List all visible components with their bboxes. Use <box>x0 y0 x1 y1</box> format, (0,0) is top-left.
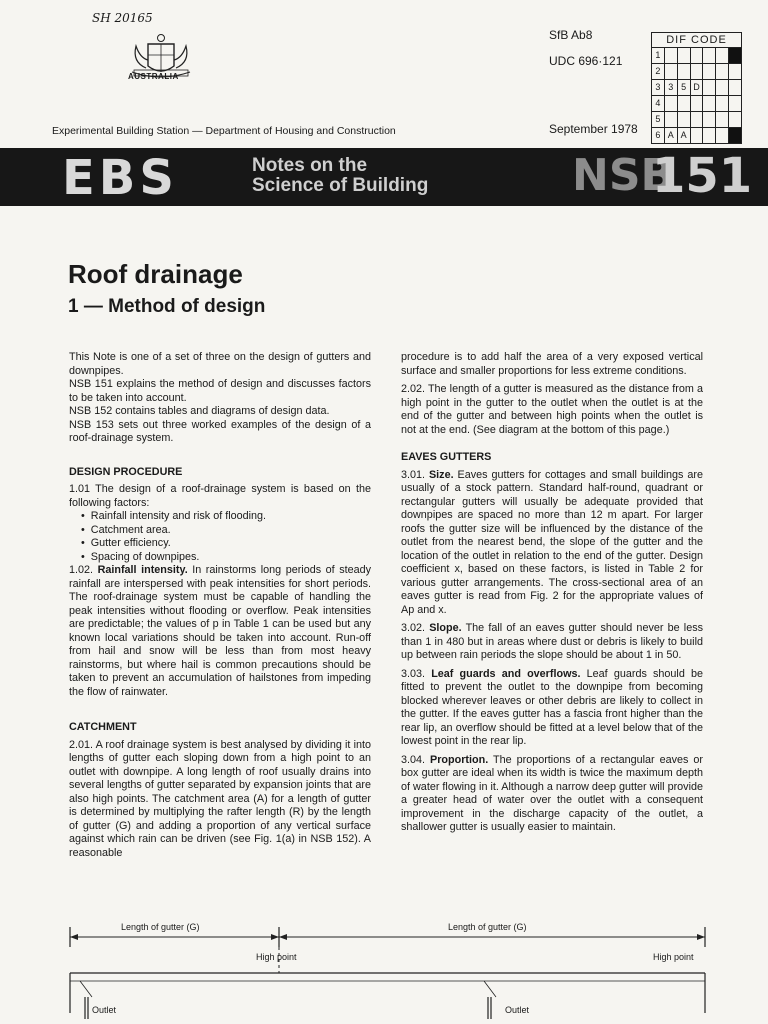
paragraph-number: 3.04. <box>401 753 426 766</box>
dif-code-cell <box>691 48 704 63</box>
paragraph-number: 3.01. <box>401 468 426 481</box>
dif-code-cell <box>691 96 704 111</box>
dif-code-cell: 1 <box>652 48 665 63</box>
dif-code-cell <box>729 64 741 79</box>
sfb-code: SfB Ab8 <box>549 28 593 42</box>
paragraph-heading: Proportion. <box>430 753 489 766</box>
dif-code-table <box>651 32 742 144</box>
diagram-outlet-label: Outlet <box>92 1005 117 1015</box>
page-subtitle: 1 — Method of design <box>68 296 266 317</box>
factor-list <box>69 510 371 564</box>
series-banner <box>0 148 768 206</box>
paragraph-3-01 <box>401 469 703 618</box>
dif-code-cell: 5 <box>678 80 691 95</box>
coat-of-arms-icon <box>118 32 204 94</box>
paragraph-2-02: 2.02. The length of a gutter is measured as the distance from a high point in the gutter to the outlet when the outlet is at the end of the gutter and between high points when the outlet is not at the end. (See diagram at the bottom of this page.) <box>401 383 703 436</box>
intro-line: This Note is one of a set of three on the design of gutters and downpipes. <box>69 351 371 377</box>
page-title: Roof drainage <box>68 259 243 289</box>
dif-code-cell: D <box>691 80 704 95</box>
dif-code-row <box>652 112 741 128</box>
dif-code-cell <box>678 48 691 63</box>
banner-notes-line-2: Science of Building <box>252 175 429 196</box>
dif-code-cell <box>729 128 741 143</box>
paragraph-number: 3.03. <box>401 667 426 680</box>
dif-code-cell <box>665 48 678 63</box>
dif-code-header: DIF CODE <box>652 33 741 48</box>
left-column <box>69 351 371 865</box>
handwritten-reference: SH 20165 <box>92 11 153 25</box>
list-item: • Rainfall intensity and risk of flooding. <box>81 510 371 524</box>
intro-line: NSB 153 sets out three worked examples of the design of a roof-drainage system. <box>69 418 371 444</box>
paragraph-1-02 <box>69 564 371 699</box>
institution-line: Experimental Building Station — Department of Housing and Construction <box>52 125 396 137</box>
intro-line: NSB 151 explains the method of design and discusses factors to be taken into account. <box>69 378 371 404</box>
dif-code-cell <box>716 128 729 143</box>
list-item: • Catchment area. <box>81 524 371 538</box>
banner-series-title <box>252 156 428 196</box>
dif-code-cell <box>678 64 691 79</box>
dif-code-cell <box>691 128 704 143</box>
paragraph-2-01-continued: procedure is to add half the area of a very exposed vertical surface and smaller proportions for less extreme conditions. <box>401 351 703 377</box>
dif-code-cell: 5 <box>652 112 665 127</box>
paragraph-3-04 <box>401 754 703 835</box>
dif-code-row <box>652 64 741 80</box>
dif-code-cell <box>716 80 729 95</box>
paragraph-heading: Slope. <box>429 622 462 634</box>
paragraph-heading: Size. <box>428 468 454 481</box>
dif-code-cell <box>729 48 741 63</box>
paragraph-body: Eaves gutters for cottages and small buildings are usually of a stock pattern. Standard half-round, quadrant or rectangular gutters will usually be adequate provided that downpipes are spaced no more than 12 m apart. For larger roofs the gutter size will be influenced by the distance of the outlet from the nearest bend, the slope of the gutter and the location of the outlet in relation to the end of the gutter. Design coefficient x, based on these factors, is listed in Table 2 for various gutter arrangements. The cross-sectional area of an eaves gutter is read from Fig. 2 for the appropriate values of Ap and x. <box>401 468 704 616</box>
diagram-outlet-label: Outlet <box>505 1005 530 1015</box>
dif-code-cell <box>665 112 678 127</box>
dif-code-cell <box>678 96 691 111</box>
section-heading-eaves-gutters: EAVES GUTTERS <box>401 451 492 463</box>
dif-code-cell: 4 <box>652 96 665 111</box>
banner-note-number: 151 <box>652 148 753 204</box>
section-heading-design-procedure: DESIGN PROCEDURE <box>69 465 183 478</box>
dif-code-cell: 2 <box>652 64 665 79</box>
paragraph-heading: Leaf guards and overflows. <box>431 667 581 680</box>
list-item: • Spacing of downpipes. <box>81 551 371 565</box>
paragraph-body: The fall of an eaves gutter should never be less than 1 in 480 but in areas where dust or debris is likely to build up between rain periods the slope should be about 1 in 50. <box>401 622 703 661</box>
dif-code-cell <box>716 96 729 111</box>
paragraph-3-03 <box>401 668 703 749</box>
dif-code-cell <box>665 96 678 111</box>
dif-code-cell <box>703 96 716 111</box>
intro-block <box>69 351 371 446</box>
paragraph-body: In rainstorms long periods of steady rainfall are interspersed with peak intensities for short periods. The roof-drainage system must be capable of handling the peak intensities without flooding or overflow. Peak intensities are predictable; the values of p in Table 1 can be used but any known local variations should be taken into account. Run-off from hail and snow will be less than from most heavy rainstorms, but where hail is common precautions should be taken to prevent an accumulation of hailstones from impeding the flow of rainwater. <box>69 564 372 698</box>
dif-code-cell <box>716 48 729 63</box>
dif-code-cell <box>729 80 741 95</box>
dif-code-row <box>652 128 741 143</box>
list-item: • Gutter efficiency. <box>81 537 371 551</box>
dif-code-cell <box>716 112 729 127</box>
diagram-high-point-label: High point <box>653 952 694 962</box>
crest-label: AUSTRALIA <box>128 72 179 81</box>
dif-code-cell: A <box>678 128 691 143</box>
dif-code-cell <box>665 64 678 79</box>
dif-code-cell <box>703 64 716 79</box>
dif-code-cell: 3 <box>665 80 678 95</box>
dif-code-row <box>652 96 741 112</box>
udc-code: UDC 696·121 <box>549 54 623 68</box>
dif-code-row <box>652 48 741 64</box>
dif-code-cell <box>678 112 691 127</box>
paragraph-heading: Rainfall intensity. <box>97 564 188 576</box>
dif-code-row <box>652 80 741 96</box>
diagram-length-label: Length of gutter (G) <box>448 922 527 932</box>
paragraph-number: 1.02. <box>69 564 94 576</box>
dif-code-cell <box>703 48 716 63</box>
publication-date: September 1978 <box>549 122 638 136</box>
dif-code-cell <box>729 96 741 111</box>
dif-code-cell <box>703 112 716 127</box>
section-heading-catchment: CATCHMENT <box>69 721 137 733</box>
paragraph-3-02 <box>401 622 703 663</box>
dif-code-cell: A <box>665 128 678 143</box>
intro-line: NSB 152 contains tables and diagrams of design data. <box>69 405 330 417</box>
paragraph-body: The proportions of a rectangular eaves or box gutter are ideal when its width is twice the maximum depth of water flowing in it. Although a narrow deep gutter will provide a greater head of water over the outlet with a consequent improvement in the discharge capacity of the outlet, a shallower gutter is usually easier to maintain. <box>401 753 703 833</box>
dif-code-cell: 6 <box>652 128 665 143</box>
diagram-length-label: Length of gutter (G) <box>121 922 200 932</box>
diagram-high-point-label: High point <box>256 952 297 962</box>
right-column <box>401 351 703 840</box>
dif-code-cell <box>691 64 704 79</box>
banner-nsb: NSB <box>572 150 675 201</box>
paragraph-2-01: 2.01. A roof drainage system is best analysed by dividing it into lengths of gutter each sloping down from a high point to an outlet with downpipe. A long length of roof usually drains into several lengths of gutter separated by expansion joints that are also high points. The catchment area (A) for a length of gutter is determined by multiplying the rafter length (R) by the length of gutter (G) and adding a proportion of any vertical surface against which rain can be driven (see Fig. 1(a) in NSB 152). A reasonable <box>69 738 371 859</box>
dif-code-cell: 3 <box>652 80 665 95</box>
paragraph-number: 3.02. <box>401 622 426 634</box>
dif-code-cell <box>691 112 704 127</box>
dif-code-cell <box>703 80 716 95</box>
banner-notes-line-1: Notes on the <box>252 155 368 176</box>
paragraph-body: Leaf guards should be fitted to prevent the outlet to the downpipe from becoming blocked wherever leaves or other debris are likely to collect in the gutter. If the eaves gutter has a fascia front higher than the rear lip, an overflow should be fitted at a level below that of the lowest point in the rear lip. <box>401 667 704 747</box>
dif-code-cell <box>703 128 716 143</box>
dif-code-cell <box>729 112 741 127</box>
paragraph-1-01: 1.01 The design of a roof-drainage system is based on the following factors: <box>69 483 371 509</box>
banner-ebs-logo: EBS <box>62 150 178 206</box>
dif-code-cell <box>716 64 729 79</box>
